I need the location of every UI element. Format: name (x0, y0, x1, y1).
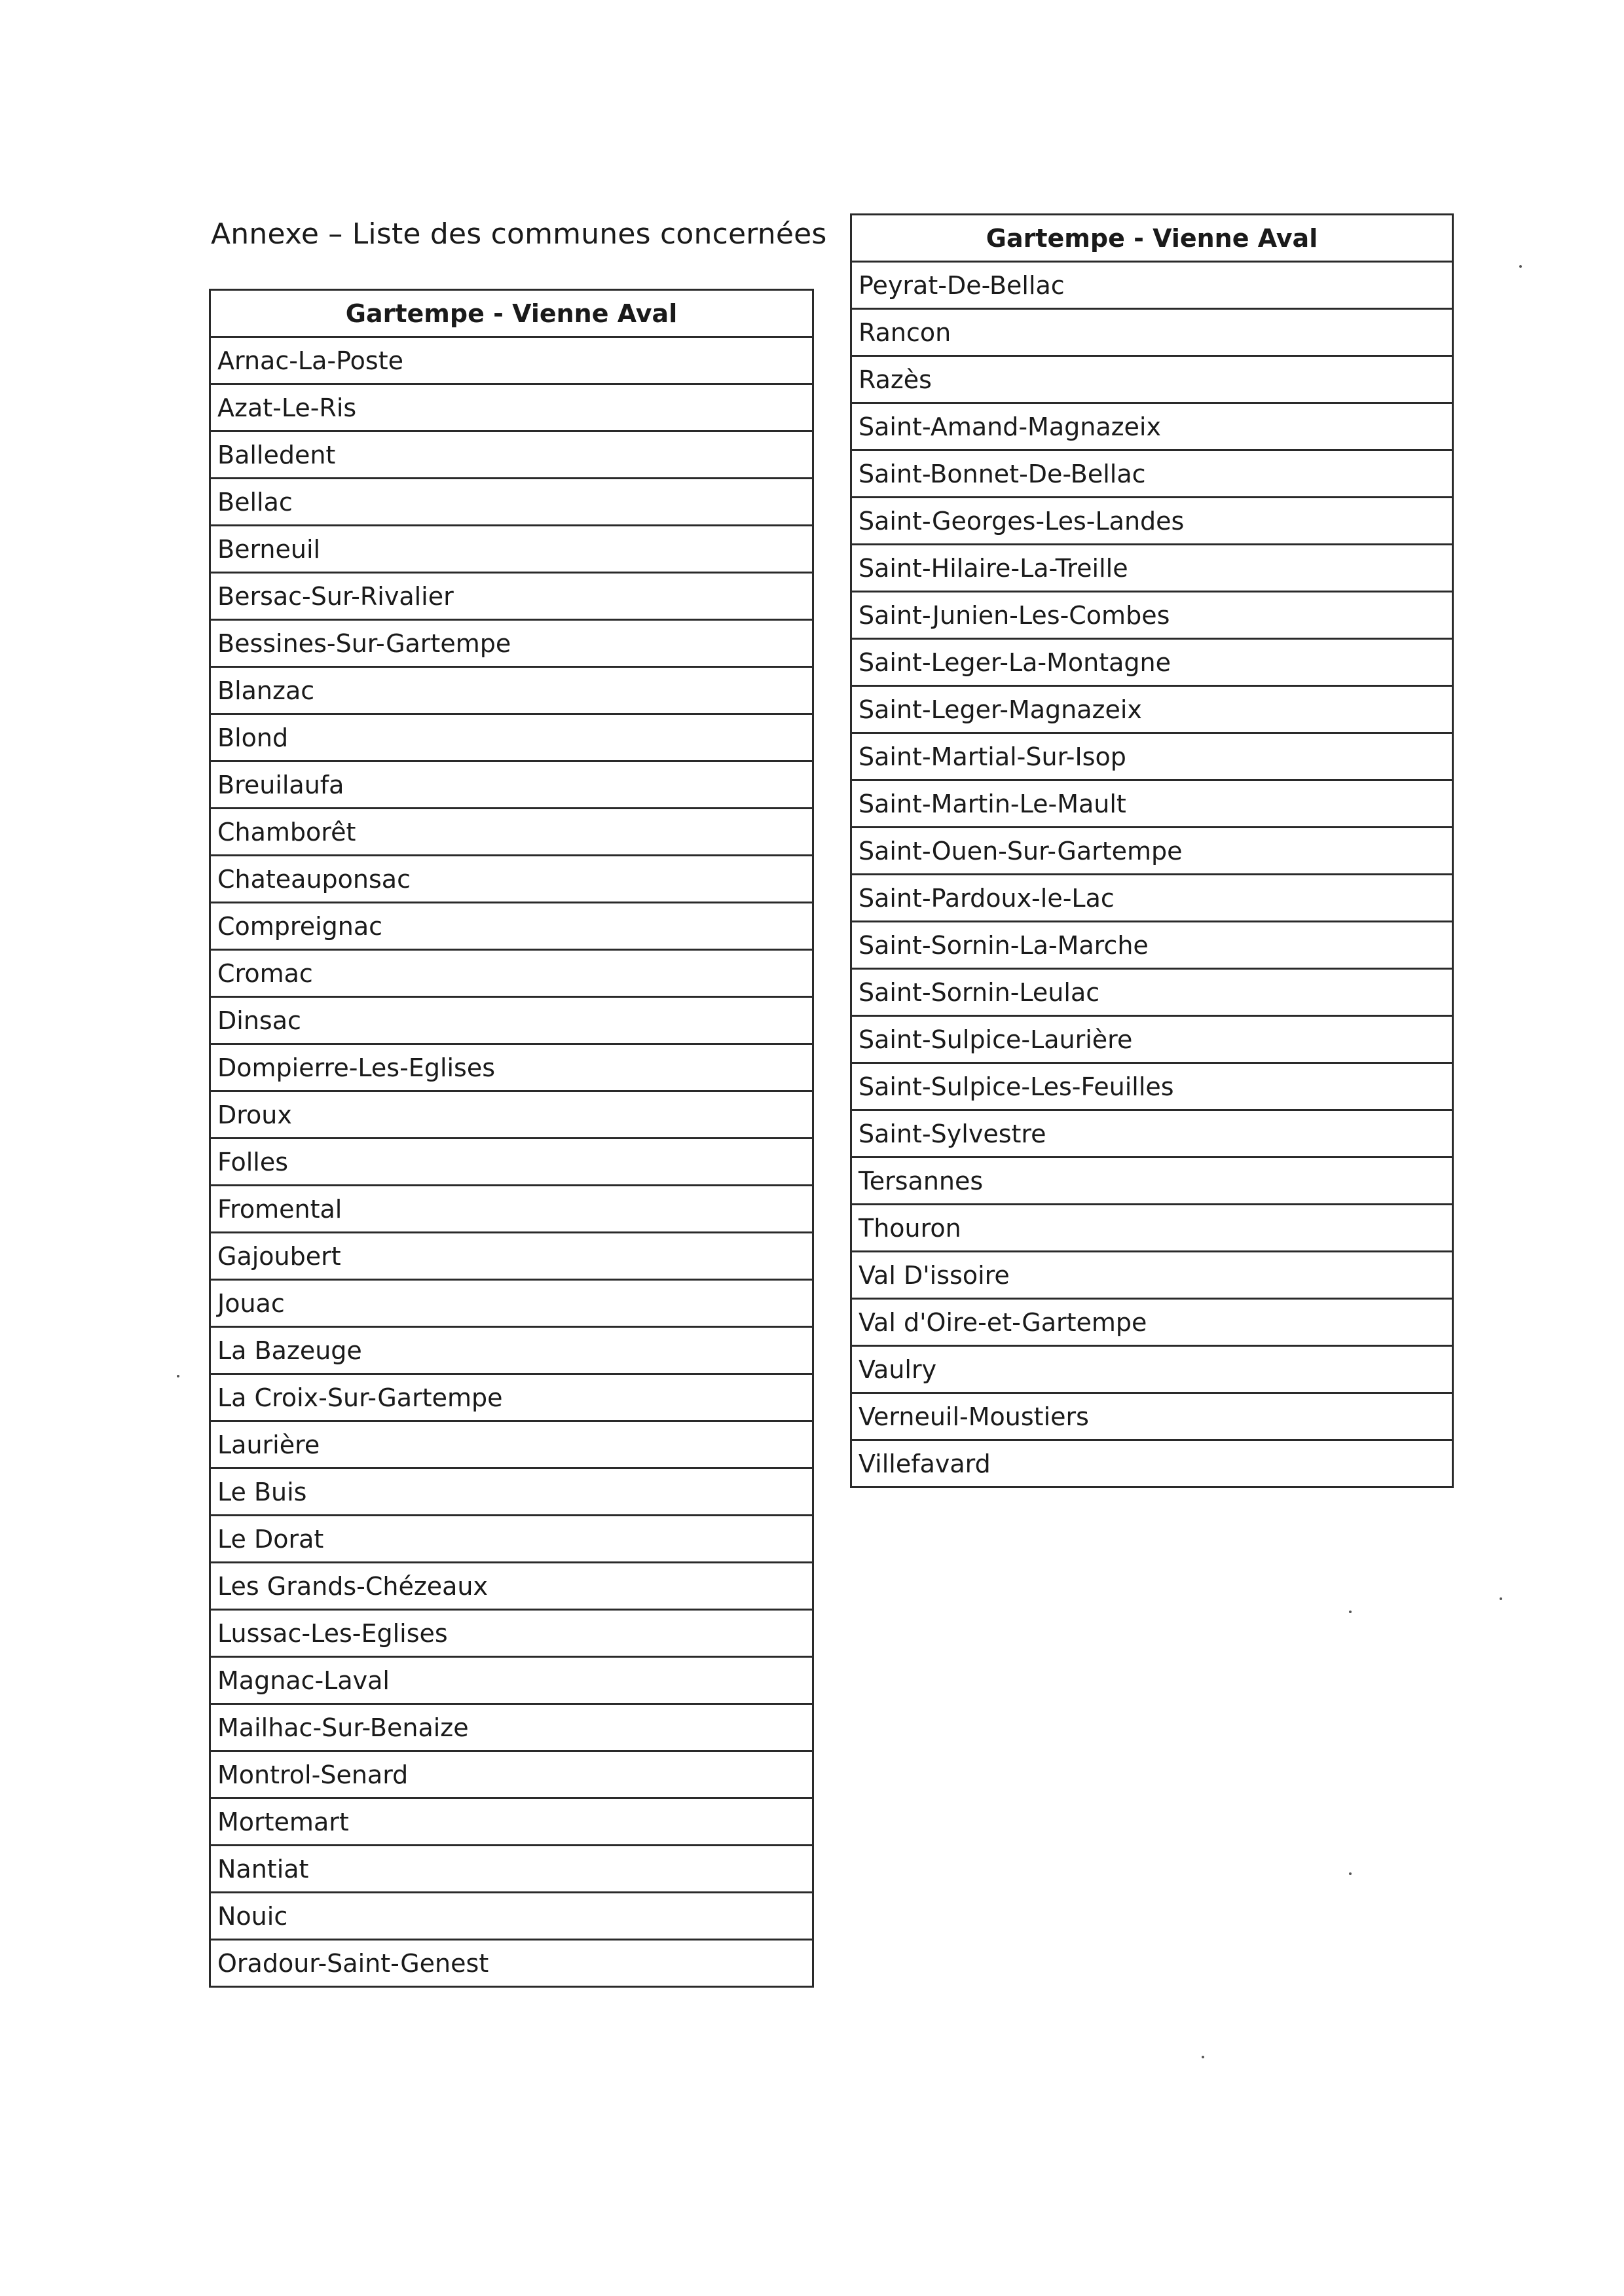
commune-name: Arnac-La-Poste (210, 337, 813, 384)
table-row (851, 1063, 1453, 1110)
scan-speck (1202, 2056, 1204, 2058)
table-row (210, 903, 813, 950)
table-row (851, 498, 1453, 545)
commune-name: Oradour-Saint-Genest (210, 1940, 813, 1987)
commune-name: Mailhac-Sur-Benaize (210, 1704, 813, 1751)
commune-name: Le Buis (210, 1468, 813, 1516)
commune-name: Saint-Ouen-Sur-Gartempe (851, 828, 1453, 875)
commune-name: Saint-Junien-Les-Combes (851, 592, 1453, 639)
commune-name: Balledent (210, 431, 813, 479)
scan-speck (1349, 1872, 1352, 1875)
communes-table-left (209, 289, 814, 1988)
commune-name: Blond (210, 714, 813, 761)
commune-name: Saint-Sulpice-Les-Feuilles (851, 1063, 1453, 1110)
scan-speck (177, 1375, 179, 1377)
commune-name: Saint-Bonnet-De-Bellac (851, 450, 1453, 498)
commune-name: Breuilaufa (210, 761, 813, 809)
table-row (210, 1044, 813, 1091)
commune-name: Magnac-Laval (210, 1657, 813, 1704)
commune-name: Dinsac (210, 997, 813, 1044)
table-row (851, 1157, 1453, 1205)
commune-name: La Bazeuge (210, 1327, 813, 1374)
table-row (851, 922, 1453, 969)
commune-name: Verneuil-Moustiers (851, 1393, 1453, 1440)
commune-name: Bersac-Sur-Rivalier (210, 573, 813, 620)
commune-name: Bellac (210, 479, 813, 526)
commune-name: Rancon (851, 309, 1453, 356)
table-row (851, 403, 1453, 450)
table-header: Gartempe - Vienne Aval (210, 290, 813, 337)
commune-name: Montrol-Senard (210, 1751, 813, 1798)
table-row (851, 309, 1453, 356)
table-row (210, 950, 813, 997)
table-row (210, 761, 813, 809)
table-row (210, 1751, 813, 1798)
table-row (210, 667, 813, 714)
commune-name: Val d'Oire-et-Gartempe (851, 1299, 1453, 1346)
table-header: Gartempe - Vienne Aval (851, 215, 1453, 262)
table-row (851, 262, 1453, 309)
commune-name: Le Dorat (210, 1516, 813, 1563)
commune-name: Saint-Sornin-La-Marche (851, 922, 1453, 969)
commune-name: Saint-Pardoux-le-Lac (851, 875, 1453, 922)
table-row (210, 1421, 813, 1468)
table-row (851, 1393, 1453, 1440)
scan-speck (1349, 1611, 1352, 1613)
commune-name: Cromac (210, 950, 813, 997)
commune-name: Dompierre-Les-Eglises (210, 1044, 813, 1091)
table-row (210, 1704, 813, 1751)
commune-name: Gajoubert (210, 1233, 813, 1280)
table-row (851, 1205, 1453, 1252)
table-row (210, 997, 813, 1044)
commune-name: Chateauponsac (210, 856, 813, 903)
table-row (851, 356, 1453, 403)
table-row (210, 1468, 813, 1516)
table-row (210, 1280, 813, 1327)
table-row (210, 1516, 813, 1563)
table-row (851, 592, 1453, 639)
table-row (210, 809, 813, 856)
table-row (851, 969, 1453, 1016)
commune-name: Saint-Amand-Magnazeix (851, 403, 1453, 450)
commune-name: Saint-Sornin-Leulac (851, 969, 1453, 1016)
table-row (210, 1940, 813, 1987)
table-row (210, 1563, 813, 1610)
page-title: Annexe – Liste des communes concernées (211, 217, 827, 251)
commune-name: Azat-Le-Ris (210, 384, 813, 431)
commune-name: Saint-Martin-Le-Mault (851, 780, 1453, 828)
commune-name: Thouron (851, 1205, 1453, 1252)
table-row (851, 450, 1453, 498)
table-row (851, 1440, 1453, 1487)
table-row (851, 1346, 1453, 1393)
table-row (210, 620, 813, 667)
table-row (851, 1110, 1453, 1157)
commune-name: Nantiat (210, 1846, 813, 1893)
commune-name: Bessines-Sur-Gartempe (210, 620, 813, 667)
commune-name: Villefavard (851, 1440, 1453, 1487)
table-row (851, 686, 1453, 733)
table-row (851, 733, 1453, 780)
table-row (210, 714, 813, 761)
table-row (210, 573, 813, 620)
communes-list-left (210, 337, 813, 1987)
table-row (210, 1798, 813, 1846)
commune-name: Folles (210, 1139, 813, 1186)
commune-name: Laurière (210, 1421, 813, 1468)
table-row (210, 1091, 813, 1139)
commune-name: Razès (851, 356, 1453, 403)
commune-name: Vaulry (851, 1346, 1453, 1393)
table-row (210, 384, 813, 431)
scan-speck (1500, 1597, 1502, 1600)
table-row (210, 1139, 813, 1186)
table-row (851, 875, 1453, 922)
table-row (210, 1186, 813, 1233)
table-row (851, 828, 1453, 875)
commune-name: La Croix-Sur-Gartempe (210, 1374, 813, 1421)
commune-name: Saint-Martial-Sur-Isop (851, 733, 1453, 780)
commune-name: Lussac-Les-Eglises (210, 1610, 813, 1657)
commune-name: Compreignac (210, 903, 813, 950)
communes-list-right (851, 262, 1453, 1487)
scan-speck (1519, 265, 1522, 268)
commune-name: Saint-Leger-Magnazeix (851, 686, 1453, 733)
table-row (851, 1016, 1453, 1063)
table-row (210, 1893, 813, 1940)
commune-name: Fromental (210, 1186, 813, 1233)
table-row (851, 1299, 1453, 1346)
table-row (851, 639, 1453, 686)
table-row (210, 1327, 813, 1374)
table-row (210, 526, 813, 573)
commune-name: Berneuil (210, 526, 813, 573)
commune-name: Saint-Georges-Les-Landes (851, 498, 1453, 545)
communes-table-right (850, 213, 1454, 1488)
table-row (210, 1374, 813, 1421)
table-row (210, 479, 813, 526)
commune-name: Les Grands-Chézeaux (210, 1563, 813, 1610)
table-row (851, 545, 1453, 592)
commune-name: Nouic (210, 1893, 813, 1940)
commune-name: Peyrat-De-Bellac (851, 262, 1453, 309)
commune-name: Droux (210, 1091, 813, 1139)
commune-name: Jouac (210, 1280, 813, 1327)
table-row (210, 856, 813, 903)
commune-name: Val D'issoire (851, 1252, 1453, 1299)
commune-name: Tersannes (851, 1157, 1453, 1205)
commune-name: Saint-Leger-La-Montagne (851, 639, 1453, 686)
commune-name: Mortemart (210, 1798, 813, 1846)
commune-name: Chamborêt (210, 809, 813, 856)
commune-name: Saint-Hilaire-La-Treille (851, 545, 1453, 592)
table-row (210, 431, 813, 479)
commune-name: Saint-Sulpice-Laurière (851, 1016, 1453, 1063)
table-row (210, 1610, 813, 1657)
table-row (210, 1657, 813, 1704)
table-row (210, 337, 813, 384)
commune-name: Saint-Sylvestre (851, 1110, 1453, 1157)
table-row (210, 1233, 813, 1280)
table-row (210, 1846, 813, 1893)
table-row (851, 780, 1453, 828)
commune-name: Blanzac (210, 667, 813, 714)
table-row (851, 1252, 1453, 1299)
